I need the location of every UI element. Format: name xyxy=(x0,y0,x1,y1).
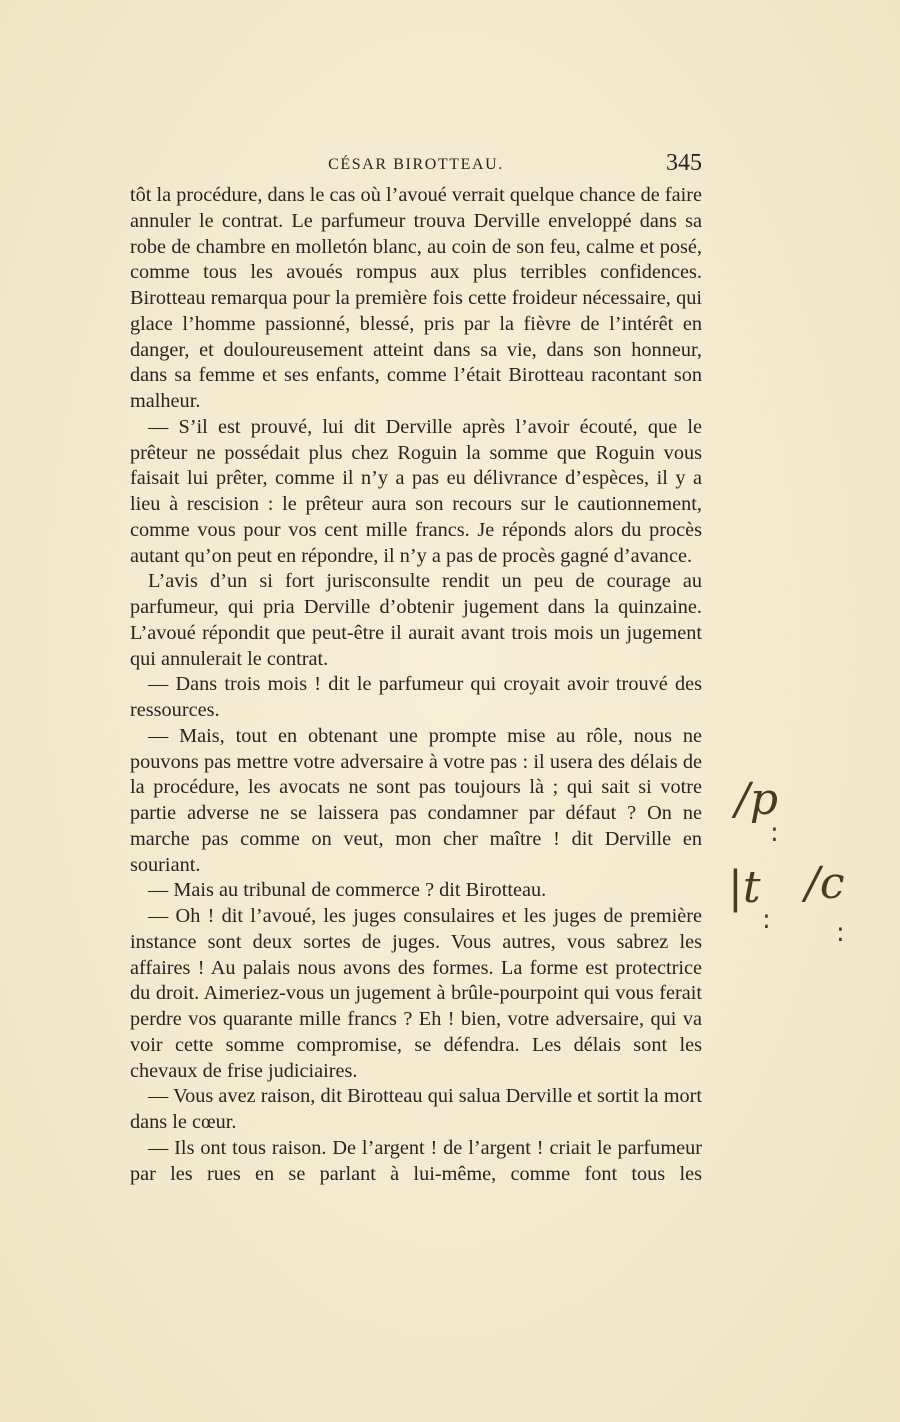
body-text xyxy=(130,183,702,1187)
margin-tick-1: : xyxy=(770,818,779,848)
margin-tick-2: : xyxy=(762,905,771,935)
margin-tick-3: : xyxy=(836,918,845,948)
paragraph-3: L’avis d’un si fort jurisconsulte rendit un peu de courage au parfumeur, qui pria Derville d’obtenir jugement dans la quinzaine. L’avoué répondit que peut-être il aurait avant trois mois un jugement qui annulerait le contrat. xyxy=(130,570,702,670)
paragraph-7: — Oh ! dit l’avoué, les juges consulaires et les juges de première instance sont deux sortes de juges. Vous autres, vous sabrez les affaires ! Au palais nous avons des formes. La forme est protectrice du droit. Aimeriez-vous un jugement à brûle-pourpoint qui vous ferait perdre vos quarante mille francs ? Eh ! bien, votre adversaire, qui va voir cette somme compromise, se défendra. Les délais sont les chevaux de frise judiciaires. xyxy=(130,905,702,1082)
paragraph-1: tôt la procédure, dans le cas où l’avoué verrait quelque chance de faire annuler le contrat. Le parfumeur trouva Derville enveloppé dans sa robe de chambre en molletón blanc, au coin de son feu, calme et posé, comme tous les avoués rompus aux plus terribles confidences. Birotteau remarqua pour la première fois cette froideur nécessaire, qui glace l’homme passionné, blessé, pris par la fièvre de l’intérêt en danger, et douloureusement atteint dans sa vie, dans son honneur, dans sa femme et ses enfants, comme l’était Birotteau racontant son malheur. xyxy=(130,184,702,412)
paragraph-2: — S’il est prouvé, lui dit Derville après l’avoir écouté, que le prêteur ne possédait plus chez Roguin la somme que Roguin vous faisait lui prêter, comme il n’y a pas eu délivrance d’espèces, il y a lieu à rescision : le prêteur aura son recours sur le cautionnement, comme vous pour vos cent mille francs. Je réponds alors du procès autant qu’on peut en répondre, il n’y a pas de procès gagné d’avance. xyxy=(130,415,702,567)
running-title: CÉSAR BIROTTEAU. xyxy=(328,156,504,173)
paragraph-5: — Mais, tout en obtenant une prompte mise au rôle, nous ne pouvons pas mettre votre adversaire à votre pas : il usera des délais de la procédure, les avocats ne sont pas toujours là ; qui sait si votre partie adverse ne se laissera pas condamner par défaut ? On ne marche pas comme on veut, mon cher maître ! dit Derville en souriant. xyxy=(130,724,702,876)
page-number: 345 xyxy=(666,150,702,176)
margin-note-1: /p xyxy=(735,774,778,825)
margin-note-3: /c xyxy=(805,858,845,909)
running-head xyxy=(130,150,702,182)
paragraph-4: — Dans trois mois ! dit le parfumeur qui croyait avoir trouvé des ressources. xyxy=(130,673,702,721)
margin-note-2: |t xyxy=(728,862,761,913)
paragraph-9: — Ils ont tous raison. De l’argent ! de l’argent ! criait le parfumeur par les rues en se parlant à lui-même, comme font tous les xyxy=(130,1136,702,1185)
paragraph-6: — Mais au tribunal de commerce ? dit Birotteau. xyxy=(148,879,547,902)
paragraph-8: — Vous avez raison, dit Birotteau qui salua Derville et sortit la mort dans le cœur. xyxy=(130,1085,702,1133)
